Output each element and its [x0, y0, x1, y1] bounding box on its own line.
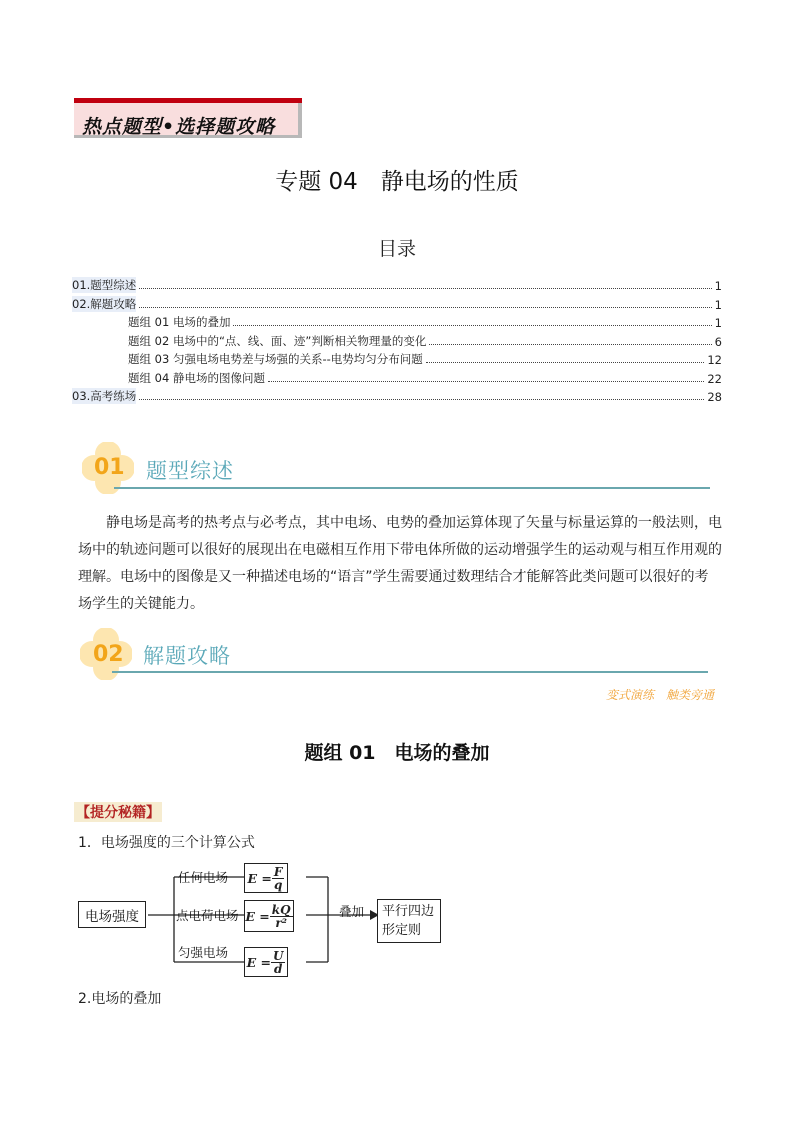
toc-leader-dots: [139, 288, 711, 289]
banner-top-bar: [74, 98, 302, 103]
toc-entry[interactable]: [72, 349, 722, 367]
toc-entry[interactable]: [72, 368, 722, 386]
toc-page-number: 1: [714, 279, 722, 293]
branch-label: 任何电场: [178, 870, 229, 885]
toc-entry-label: 题组 02 电场中的“点、线、面、迹”判断相关物理量的变化: [128, 333, 427, 348]
fraction: $\frac{kQ}{\text{r²}}$: [271, 902, 291, 930]
section-divider: [114, 487, 710, 489]
branch-label: 点电荷电场: [176, 908, 239, 923]
toc-leader-dots: [139, 307, 711, 308]
toc-leader-dots: [139, 399, 704, 400]
group-title: 题组 01 电场的叠加: [304, 742, 490, 764]
toc-page-number: 1: [714, 297, 722, 312]
toc-page-number: 28: [707, 390, 722, 404]
toc-entry[interactable]: [72, 312, 722, 330]
toc-entry[interactable]: [72, 386, 722, 404]
section-title: 题型综述: [146, 459, 234, 483]
formula-box: E = $\frac{U}{d}$: [244, 947, 288, 977]
item-heading: 2.电场的叠加: [78, 991, 162, 1007]
section-number: 01: [94, 455, 125, 480]
toc-entry-label: 03.高考练场: [72, 389, 137, 403]
toc-page-number: 12: [707, 353, 722, 367]
toc-leader-dots: [233, 325, 711, 326]
section-divider: [112, 671, 708, 673]
toc-entry[interactable]: [72, 331, 722, 349]
section-number: 02: [93, 642, 124, 667]
toc-leader-dots: [268, 381, 704, 382]
section-title: 解题攻略: [143, 644, 231, 668]
toc-entry-label: 01.题型综述: [72, 278, 137, 292]
toc-heading: 目录: [377, 238, 416, 260]
toc-entry-label: 02.解题攻略: [72, 296, 137, 311]
branch-label: 匀强电场: [178, 945, 229, 960]
tagline: 变式演练 触类旁通: [605, 688, 714, 702]
fraction: $\frac{U}{d}$: [272, 948, 284, 976]
toc-entry-label: 题组 01 电场的叠加: [128, 315, 231, 329]
toc-entry-label: 题组 04 静电场的图像问题: [128, 370, 265, 385]
source-box: [78, 901, 146, 928]
toc-leader-dots: [426, 362, 705, 363]
toc-entry[interactable]: [72, 294, 722, 312]
tip-label: 【提分秘籍】: [74, 802, 162, 822]
banner-text: 热点题型•选择题攻略: [82, 116, 276, 138]
doc-title: 专题 04 静电场的性质: [275, 169, 519, 195]
toc-page-number: 22: [707, 371, 722, 386]
merge-label: 叠加: [339, 904, 365, 919]
toc-entry-label: 题组 03 匀强电场电势差与场强的关系--电势均匀分布问题: [128, 352, 423, 366]
result-box: 平行四边 形定则: [377, 899, 441, 943]
fraction: $\frac{F}{q}$: [273, 864, 283, 892]
overview-paragraph: 静电场是高考的热考点与必考点，其中电场、电势的叠加运算体现了矢量与标量运算的一般法则，电场中的轨迹问题可以很好的展现出在电磁相互作用下带电体所做的运动增强学生的运动观与相互作用观的理解。电场中的图像是又一种描述电场的“语言”学生需要通过数理结合才能解答此类问题可以很好的考场学生的关键能力。: [78, 515, 722, 612]
toc-page-number: 6: [714, 334, 722, 349]
toc-entry[interactable]: [72, 275, 722, 293]
formula-box: E = $\frac{F}{q}$: [244, 863, 288, 893]
toc-page-number: 1: [714, 316, 722, 330]
source-label: 电场强度: [85, 908, 139, 925]
item-heading: 1．电场强度的三个计算公式: [78, 835, 255, 851]
toc-leader-dots: [429, 344, 711, 345]
formula-box: E = $\frac{kQ}{\text{r²}}$: [244, 900, 294, 932]
